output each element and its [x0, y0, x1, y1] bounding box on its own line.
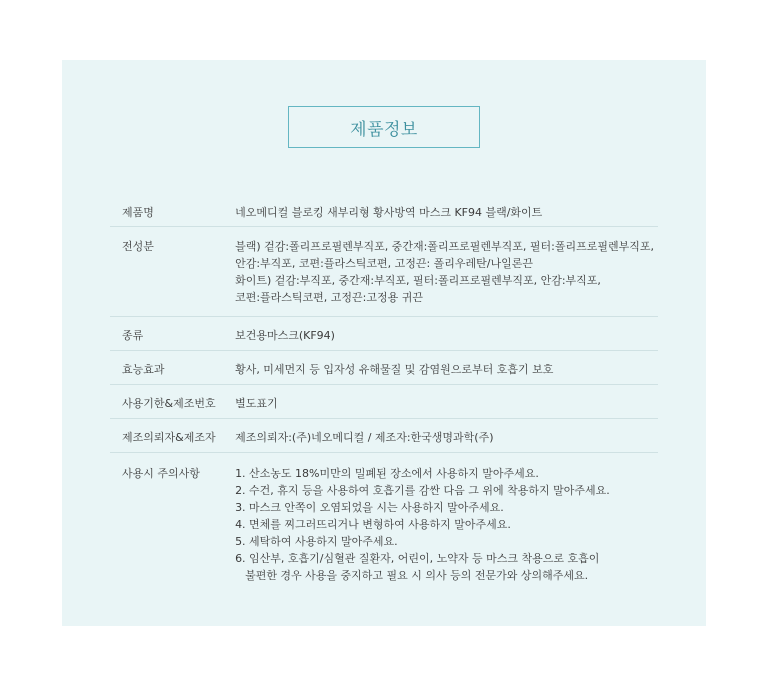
table-row	[110, 192, 658, 226]
table-row	[110, 418, 658, 452]
row-value-product-name	[235, 192, 658, 226]
table-row	[110, 316, 658, 350]
row-value-expiry	[235, 384, 658, 418]
value-line: 5. 세탁하여 사용하지 말아주세요.	[235, 534, 398, 548]
value-line: 보건용마스크(KF94)	[235, 328, 335, 342]
value-line: 네오메디컬 블로킹 새부리형 황사방역 마스크 KF94 블랙/화이트	[235, 206, 543, 219]
row-label-efficacy: 효능효과	[110, 350, 235, 384]
page-title: 제품정보	[350, 119, 418, 140]
value-line: 2. 수건, 휴지 등을 사용하여 호흡기를 감싼 다음 그 위에 착용하지 말아주세요.	[235, 483, 610, 497]
value-line: 4. 면체를 찌그러뜨리거나 변형하여 사용하지 말아주세요.	[235, 517, 511, 531]
value-line: 3. 마스크 안쪽이 오염되었을 시는 사용하지 말아주세요.	[235, 500, 504, 514]
row-label-manufacturer: 제조의뢰자&제조자	[110, 418, 235, 452]
value-line: 6. 임산부, 호흡기/심혈관 질환자, 어린이, 노약자 등 마스크 착용으로 호흡이	[235, 551, 600, 565]
value-line: 안감:부직포, 코편:플라스틱코편, 고정끈: 폴리우레탄/나일론끈	[235, 256, 534, 270]
value-line: 화이트) 겉감:부직포, 중간재:부직포, 필터:폴리프로필렌부직포, 안감:부직포,	[235, 273, 601, 287]
row-value-type	[235, 316, 658, 350]
value-line: 1. 산소농도 18%미만의 밀폐된 장소에서 사용하지 말아주세요.	[235, 466, 539, 480]
value-line: 별도표기	[235, 396, 278, 410]
row-value-manufacturer	[235, 418, 658, 452]
value-line: 블랙) 겉감:폴리프로필렌부직포, 중간재:폴리프로필렌부직포, 필터:폴리프로필렌부직포,	[235, 239, 654, 253]
row-label-product-name: 제품명	[110, 192, 235, 226]
table-row	[110, 226, 658, 316]
row-label-type: 종류	[110, 316, 235, 350]
row-value-ingredients	[235, 226, 658, 316]
value-line: 황사, 미세먼지 등 입자성 유해물질 및 감염원으로부터 호흡기 보호	[235, 362, 554, 376]
row-label-expiry: 사용기한&제조번호	[110, 384, 235, 418]
product-info-panel	[62, 60, 706, 626]
row-value-efficacy	[235, 350, 658, 384]
value-line: 제조의뢰자:(주)네오메디컬 / 제조자:한국생명과학(주)	[235, 430, 494, 444]
table-row	[110, 384, 658, 418]
row-label-ingredients: 전성분	[110, 226, 235, 316]
product-info-table	[110, 192, 658, 584]
table-row	[110, 452, 658, 584]
table-row	[110, 350, 658, 384]
title-box	[288, 106, 480, 148]
value-line: 코편:플라스틱코편, 고정끈:고정용 귀끈	[235, 290, 423, 304]
value-line: 불편한 경우 사용을 중지하고 필요 시 의사 등의 전문가와 상의해주세요.	[245, 568, 589, 582]
row-value-precautions	[235, 452, 658, 584]
row-label-precautions: 사용시 주의사항	[122, 466, 200, 480]
